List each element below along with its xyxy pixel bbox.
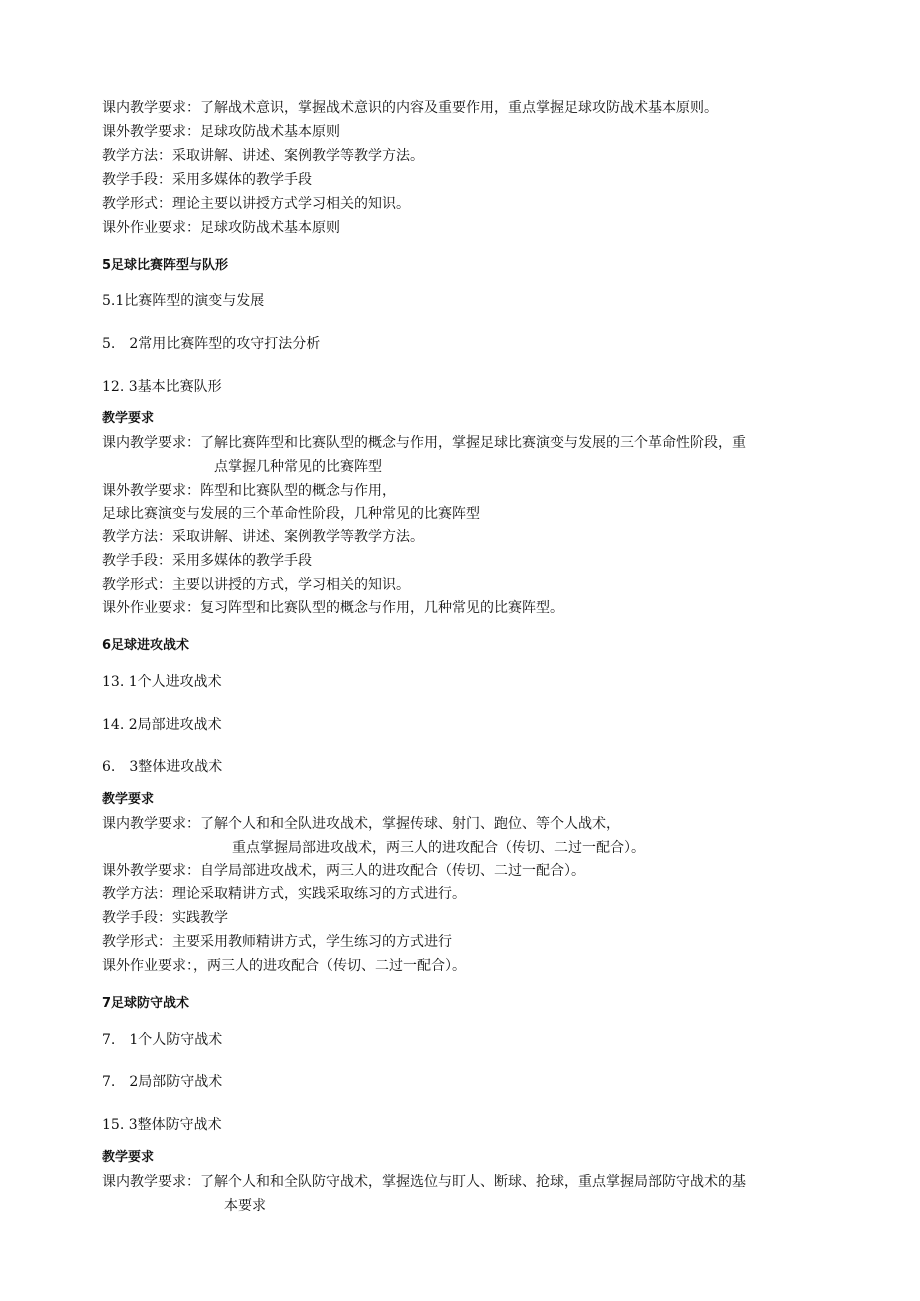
subsection-title: 5.1比赛阵型的演变与发展 xyxy=(102,293,265,309)
subsection-title: 7. 2局部防守战术 xyxy=(102,1074,223,1090)
subsection-title: 6. 3整体进攻战术 xyxy=(102,759,223,775)
subsection-title: 12. 3基本比赛队形 xyxy=(102,379,222,395)
text-line: 课内教学要求：了解个人和和全队进攻战术，掌握传球、射门、跑位、等个人战术， xyxy=(102,816,620,832)
text-line: 课内教学要求：了解个人和和全队防守战术，掌握选位与盯人、断球、抢球，重点掌握局部防守战术的基 xyxy=(102,1174,746,1190)
text-line: 课内教学要求：了解比赛阵型和比赛队型的概念与作用，掌握足球比赛演变与发展的三个革命性阶段，重 xyxy=(102,435,746,451)
subsection-title: 5. 2常用比赛阵型的攻守打法分析 xyxy=(102,336,321,352)
text-line: 课外作业要求：足球攻防战术基本原则 xyxy=(102,220,340,236)
text-line-continuation: 重点掌握局部进攻战术，两三人的进攻配合（传切、二过一配合）。 xyxy=(232,840,645,856)
text-line-continuation: 点掌握几种常见的比赛阵型 xyxy=(214,459,382,475)
text-line: 课内教学要求：了解战术意识，掌握战术意识的内容及重要作用，重点掌握足球攻防战术基本原则。 xyxy=(102,100,718,116)
section-heading: 5足球比赛阵型与队形 xyxy=(102,258,229,273)
text-line: 教学方法：采取讲解、讲述、案例教学等教学方法。 xyxy=(102,148,424,164)
section-heading: 7足球防守战术 xyxy=(102,996,190,1011)
text-line: 课外作业要求：，两三人的进攻配合（传切、二过一配合）。 xyxy=(102,958,466,974)
text-line: 教学方法：采取讲解、讲述、案例教学等教学方法。 xyxy=(102,529,424,545)
text-line: 教学手段：采用多媒体的教学手段 xyxy=(102,172,312,188)
requirements-heading: 教学要求 xyxy=(102,411,155,426)
text-line: 教学形式：主要采用教师精讲方式，学生练习的方式进行 xyxy=(102,934,452,950)
text-line: 教学手段：实践教学 xyxy=(102,910,228,926)
text-line: 课外作业要求：复习阵型和比赛队型的概念与作用，几种常见的比赛阵型。 xyxy=(102,600,564,616)
text-line: 教学形式：理论主要以讲授方式学习相关的知识。 xyxy=(102,196,410,212)
text-line: 足球比赛演变与发展的三个革命性阶段，几种常见的比赛阵型 xyxy=(102,506,480,522)
subsection-title: 13. 1个人进攻战术 xyxy=(102,674,222,690)
subsection-title: 14. 2局部进攻战术 xyxy=(102,717,222,733)
text-line: 课外教学要求：足球攻防战术基本原则 xyxy=(102,124,340,140)
text-line-continuation: 本要求 xyxy=(224,1198,266,1214)
text-line: 课外教学要求：自学局部进攻战术，两三人的进攻配合（传切、二过一配合）。 xyxy=(102,863,585,879)
text-line: 教学形式：主要以讲授的方式，学习相关的知识。 xyxy=(102,577,410,593)
section-heading: 6足球进攻战术 xyxy=(102,638,190,653)
subsection-title: 7. 1个人防守战术 xyxy=(102,1032,223,1048)
text-line: 教学方法：理论采取精讲方式，实践采取练习的方式进行。 xyxy=(102,886,466,902)
text-line: 教学手段：采用多媒体的教学手段 xyxy=(102,553,312,569)
subsection-title: 15. 3整体防守战术 xyxy=(102,1117,222,1133)
text-line: 课外教学要求：阵型和比赛队型的概念与作用， xyxy=(102,483,396,499)
requirements-heading: 教学要求 xyxy=(102,792,155,807)
requirements-heading: 教学要求 xyxy=(102,1150,155,1165)
